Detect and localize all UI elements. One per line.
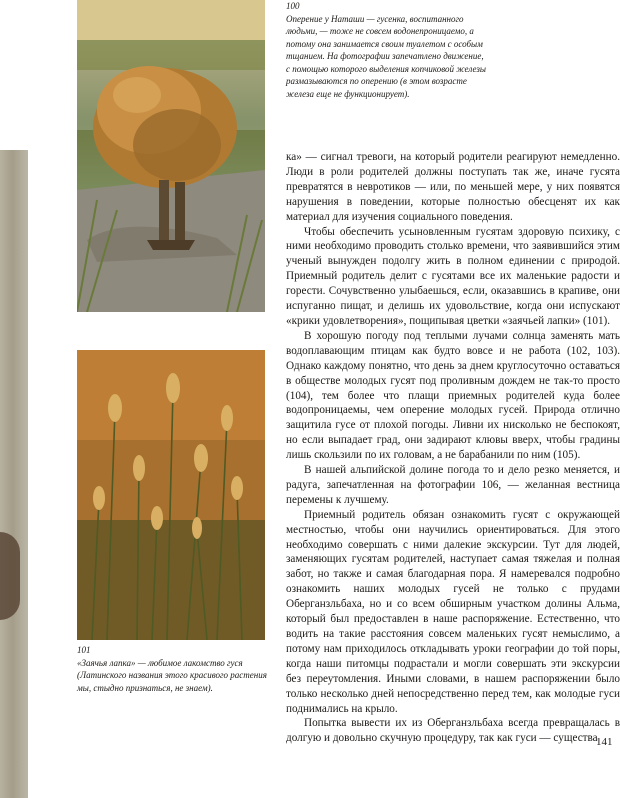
adjacent-page-edge bbox=[0, 150, 28, 798]
paragraph: Приемный родитель обязан ознакомить гусят с окружающей местностью, чтобы они научились ориентироваться. Для этого необходимо совершать с ними далекие экскурсии. Тут для людей, заменяющих гусятам родителей, наступает самая тяжелая и полная забот, но также и самая благодарная пора. Я намеревался подробно ознакомить наших молодых гусей не только с прудами Оберганзльбаха, но и со всем обширным участком долины Альма, который был предоставлен в наше распоряжение. Естественно, что водить на такие расстояния совсем маленьких гусят немыслимо, а потому нам приходилось откладывать уроки географии до той поры, когда наши питомцы подрастали и могли совершать эти экскурсии без переутомления. Иными словами, в нашем распоряжении было только несколько дней непосредственно перед тем, как молодые гуси поднимались на крыло. bbox=[286, 508, 620, 715]
figure-100-caption-text: Оперение у Наташи — гусенка, воспитанного людьми, — тоже не совсем водонепроницаемо, а потому она занимается своим туалетом с особым тщанием. На фотографии запечатлено движение, с помощью которого выделения копчиковой железы размазываются по оперению (в этом возрасте железа еще не функционирует). bbox=[286, 13, 486, 99]
figure-100-caption bbox=[286, 0, 486, 100]
paragraph: В нашей альпийской долине погода то и дело резко меняется, и радуга, запечатленная на фотографии 106, — желанная вестница перемены к лучшему. bbox=[286, 464, 620, 506]
figure-100-number: 100 bbox=[286, 1, 300, 11]
paragraph: ка» — сигнал тревоги, на который родители реагируют немедленно. Люди в роли родителей должны поступать так же, иначе гусята превратятся в невротиков — или, по меньшей мере, у них появятся нарушения в поведении, которые полностью обесценят их как материал для изучения социального поведения. bbox=[286, 151, 620, 223]
paragraph: Попытка вывести их из Оберганзльбаха всегда превращалась в долгую и довольно скучную процедуру, так как гуси — существа bbox=[286, 717, 620, 745]
paragraph: В хорошую погоду под теплыми лучами солнца заменять мать водоплавающим птицам как будто вовсе и не работа (102, 103). Однако каждому понятно, что день за днем круглосуточно оставаться в обществе молодых гусят под проливным дождем не так-то просто (104), тем более что плащи приемных родителей куда более водопроницаемы, чем оперение молодых гусей. Природа отлично защитила гусе от плохой погоды. Ливни их нисколько не беспокоят, но если выпадает град, они задирают клювы вверх, чтобы градины лишь скользили по их головам, а не барабанили по ним (105). bbox=[286, 329, 620, 462]
gosling-preening-photo bbox=[77, 0, 265, 312]
hares-foot-plant-photo bbox=[77, 350, 265, 640]
figure-101-caption bbox=[77, 644, 267, 694]
paragraph: Чтобы обеспечить усыновленным гусятам здоровую психику, с ними необходимо проводить столько времени, что заявившийся этим ученый вынужден подолгу жить в полном единении с природой. Приемный родитель делит с гусятами все их маленькие радости и горести. Сочувственно улыбаешься, если, оказавшись в крапиве, они испуганно пищат, и делишь их удовольствие, когда они испускают «крики удовлетворения», пощипывая цветки «заячьей лапки» (101). bbox=[286, 225, 620, 327]
page-number: 141 bbox=[596, 736, 613, 748]
figure-101-number: 101 bbox=[77, 645, 91, 655]
figure-101-caption-text: «Заячья лапка» — любимое лакомство гуся (Латинского названия этого красивого растения мы, стыдно признаться, не знаем). bbox=[77, 657, 267, 693]
adjacent-photo-fragment bbox=[0, 532, 20, 620]
main-text-column bbox=[286, 150, 620, 746]
